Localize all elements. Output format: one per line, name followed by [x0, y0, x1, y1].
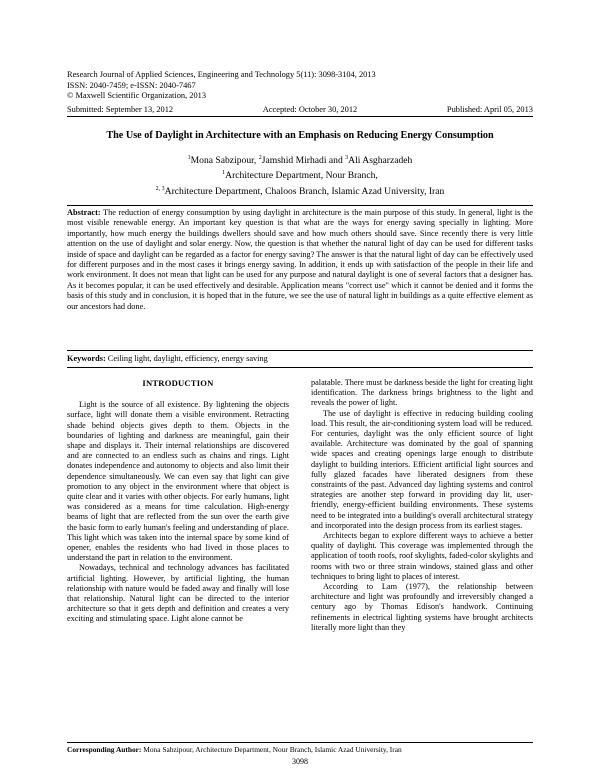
paragraph: The use of daylight is effective in reducing building cooling load. This result, the air-conditioning system load will be reduced. For centuries, daylight was the only efficient source of light available. Architecture was dominated by the goal of spanning wide spaces and creating openings large enough to distribute daylight to building interiors. Efficient artificial light sources and fully glazed facades have liberated designers from these constraints of the past. Advanced day lighting systems and control strategies are another step forward in providing day lit, user-friendly, energy-efficient building environments. These systems need to be integrated into a building's overall architectural strategy and incorporated into the design process from its earliest stages. [311, 408, 533, 530]
keywords-label: Keywords: [67, 354, 106, 363]
section-heading: INTRODUCTION [142, 378, 214, 388]
paragraph: According to Lam (1977), the relationship between architecture and light was profoundly and irreversibly changed a century ago by Thomas Edison's handwork. Continuing refinements in electrical lighting systems have brought architects literally more light than they [311, 582, 533, 632]
dates-line [67, 105, 533, 114]
author-name: Ali Asgharzadeh [348, 155, 413, 167]
left-column [67, 378, 289, 625]
keywords-line [67, 354, 533, 363]
affiliation-2 [67, 183, 533, 198]
affiliation-sup: 1 [222, 170, 226, 177]
footnote-rule [67, 742, 533, 743]
paragraph: Architects began to explore different ways to achieve a better quality of daylight. This coverage was implemented through the application of tooth roofs, roof skylights, faded-color skylights and rooms with two or three strain windows, stained glass and other techniques to bring light to places of interest. [311, 531, 533, 581]
footnote-text: Mona Sabzipour, Architecture Department, Nour Branch, Islamic Azad University, Iran [141, 745, 402, 754]
keywords-rule [67, 367, 533, 368]
abstract [67, 208, 533, 312]
author-sup: 2 [258, 155, 262, 161]
author-sup: 3 [345, 155, 349, 161]
accepted-date: Accepted: October 30, 2012 [262, 105, 358, 114]
copyright-line: © Maxwell Scientific Organization, 2013 [67, 91, 207, 101]
abstract-bottom-rule [67, 350, 533, 351]
issn-line: ISSN: 2040-7459; e-ISSN: 2040-7467 [67, 80, 196, 90]
paragraph: palatable. There must be darkness beside the light for creating light identification. The darkness brings brightness to the light and reveals the power of light. [311, 378, 533, 408]
paragraph: Light is the source of all existence. By lightening the objects surface, light will donate them a visible environment. Retracting shade behind objects gives depth to them. Objects in the boundaries of lighting and darkness are meaningful, gain their shape and displays it. Their internal relationships are discovered and are connected to an endless such as chains and rings. Light donates independence and autonomy to objects and also limit their dependence simultaneously. We can even say that light can give promotion to any object in the environment where that object is quite clear and it varies with other objects. For early humans, light was considered as a means for time calculation. High-energy beams of light that are reflected from the sun over the earth give the basic form to early human's feeling and understanding of place. This light which was taken into the internal space by some kind of opener, enables the residents who had lived in those places to understand the part in relation to the environment. [67, 400, 289, 563]
keywords-text: Ceiling light, daylight, efficiency, energy saving [105, 354, 268, 363]
page-number: 3098 [292, 757, 308, 766]
author-block [67, 152, 533, 198]
author-sup: 1 [187, 155, 191, 161]
affiliation-text: Architecture Department, Nour Branch, [225, 170, 378, 182]
author-name: Mona Sabzipour, [190, 155, 259, 167]
author-name: Jamshid Mirhadi and [261, 155, 346, 167]
paper-title: The Use of Daylight in Architecture with an Emphasis on Reducing Energy Consumption [106, 130, 494, 141]
affiliation-sup: 2, 3 [155, 185, 165, 192]
right-column [311, 378, 533, 633]
footnote-label: Corresponding Author: [67, 745, 142, 754]
journal-citation: Research Journal of Applied Sciences, Engineering and Technology 5(11): 3098-3104, 2013 [67, 70, 376, 79]
published-date: Published: April 05, 2013 [446, 105, 533, 114]
journal-header [67, 70, 533, 102]
affiliation-1 [67, 167, 533, 182]
affiliation-text: Architecture Department, Chaloos Branch, Islamic Azad University, Iran [164, 185, 445, 197]
paragraph: Nowadays, technical and technology advances has facilitated artificial lighting. However, by artificial lighting, the human relationship with nature would be faded away and finally will lose that relationship. Natural light can be directed to the interior architecture so that it gets depth and definition and creates a very exciting and stimulating space. Light alone cannot be [67, 563, 289, 624]
header-rule [67, 116, 533, 117]
abstract-top-rule [67, 205, 533, 206]
author-names [67, 152, 533, 167]
submitted-date: Submitted: September 13, 2012 [67, 105, 174, 114]
abstract-label: Abstract: [67, 208, 101, 217]
abstract-text: The reduction of energy consumption by using daylight in architecture is the main purpose of this study. In general, light is the most visible renewable energy. An important key question is that what are the ways for energy saving specially in lighting. More importantly, how much energy the buildings dwellers should save and how much others should save. Since recently there is very little attention on the use of daylight and solar energy. Now, the question is that whether the natural light of day can be used for different tasks inside of space and daylight can be regarded as a factor for energy saving? The answer is that the natural light of day can be effectively used for different purposes and in the most cases it brings energy saving. In addition, it ends up with satisfaction of the people in their life and work environment. It does not mean that light can be used for any purpose and natural daylight is one of several factors that a designer has. As it becomes popular, it can be used effectively and desirable. Application means "correct use" which it cannot be denied and it forms the basis of this study and in conclusion, it is hoped that in the future, we see the use of natural light in buildings as a quite effective element as our ancestors had done. [67, 208, 533, 311]
corresponding-author [67, 745, 533, 754]
